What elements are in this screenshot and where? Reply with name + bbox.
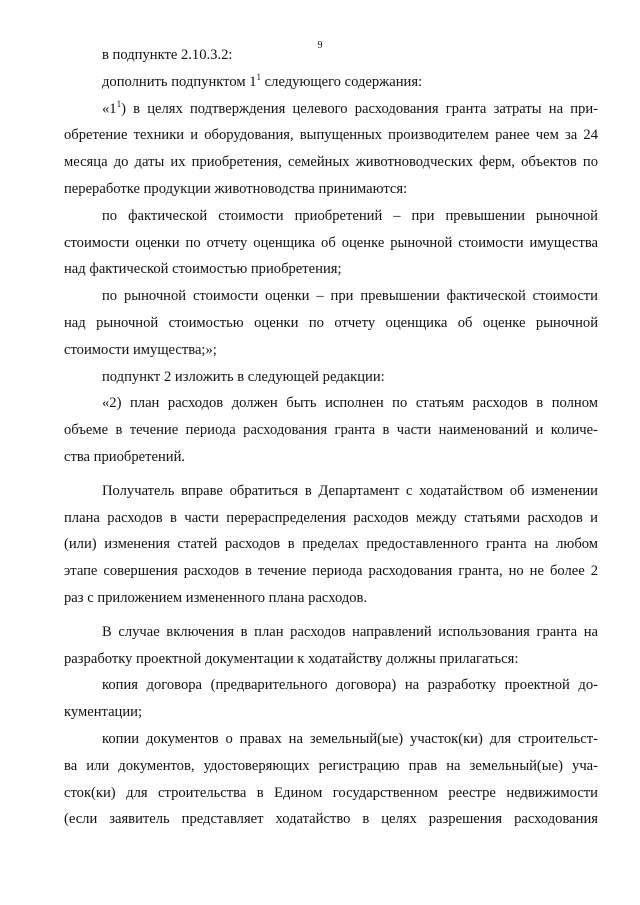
text-segment: «1 — [102, 100, 117, 117]
text-line: копии документов о правах на земельный(ые) участок(ки) для строительст- — [102, 730, 598, 747]
page-number: 9 — [317, 40, 323, 51]
text-line: в подпункте 2.10.3.2: — [102, 47, 233, 63]
text-line: подпункт 2 изложить в следующей редакции: — [102, 368, 385, 385]
superscript: 1 — [116, 98, 122, 109]
text-line: сток(ки) для строительства в Едином государственном реестре недвижимости — [64, 784, 598, 801]
text-line: этапе совершения расходов в течение периода расходования гранта, но не более 2 — [64, 563, 598, 580]
text-line — [64, 96, 598, 123]
paragraph-gap — [64, 612, 598, 619]
text-line: переработке продукции животноводства принимаются: — [64, 180, 408, 197]
text-line: Получатель вправе обратиться в Департамент с ходатайством об изменении — [102, 482, 598, 499]
text-line: по фактической стоимости приобретений – при превышении рыночной — [102, 207, 598, 224]
text-line: раз с приложением измененного плана расходов. — [64, 589, 368, 606]
text-segment: ) в целях подтверждения целевого расходования гранта затраты на при- — [121, 100, 598, 117]
text-line: по рыночной стоимости оценки – при превышении фактической стоимости — [102, 288, 598, 305]
text-segment: следующего содержания: — [261, 73, 423, 90]
document-body — [64, 42, 598, 833]
text-line: месяца до даты их приобретения, семейных животноводческих ферм, объектов по — [64, 154, 598, 171]
text-line: кументации; — [64, 704, 143, 721]
superscript: 1 — [256, 71, 262, 82]
text-segment: дополнить подпунктом 1 — [102, 73, 257, 90]
paragraph-gap — [64, 471, 598, 478]
text-line: обретение техники и оборудования, выпущенных производителем ранее чем за 24 — [64, 127, 598, 144]
text-line: объеме в течение периода расходования гранта в части наименований и количе- — [64, 422, 598, 439]
text-line: В случае включения в план расходов направлений использования гранта на — [102, 623, 598, 640]
text-line — [64, 69, 598, 96]
text-line: ва или документов, удостоверяющих регистрацию прав на земельный(ые) уча- — [64, 757, 598, 774]
text-line: стоимости оценки по отчету оценщика об оценке рыночной стоимости имущества — [64, 234, 598, 251]
text-line: над рыночной стоимостью оценки по отчету оценщика об оценке рыночной — [64, 314, 598, 331]
text-line: стоимости имущества;»; — [64, 341, 217, 358]
text-line: (если заявитель представляет ходатайство в целях разрешения расходования — [64, 811, 598, 828]
text-line: ства приобретений. — [64, 448, 186, 465]
text-line: разработку проектной документации к ходатайству должны прилагаться: — [64, 650, 519, 667]
text-line: (или) изменения статей расходов в пределах предоставленного гранта на любом — [64, 536, 598, 553]
text-line: «2) план расходов должен быть исполнен по статьям расходов в полном — [102, 395, 598, 412]
text-line: плана расходов в части перераспределения расходов между статьями расходов и — [64, 509, 598, 526]
text-line: копия договора (предварительного договора) на разработку проектной до- — [102, 677, 598, 694]
text-line: над фактической стоимостью приобретения; — [64, 261, 342, 278]
